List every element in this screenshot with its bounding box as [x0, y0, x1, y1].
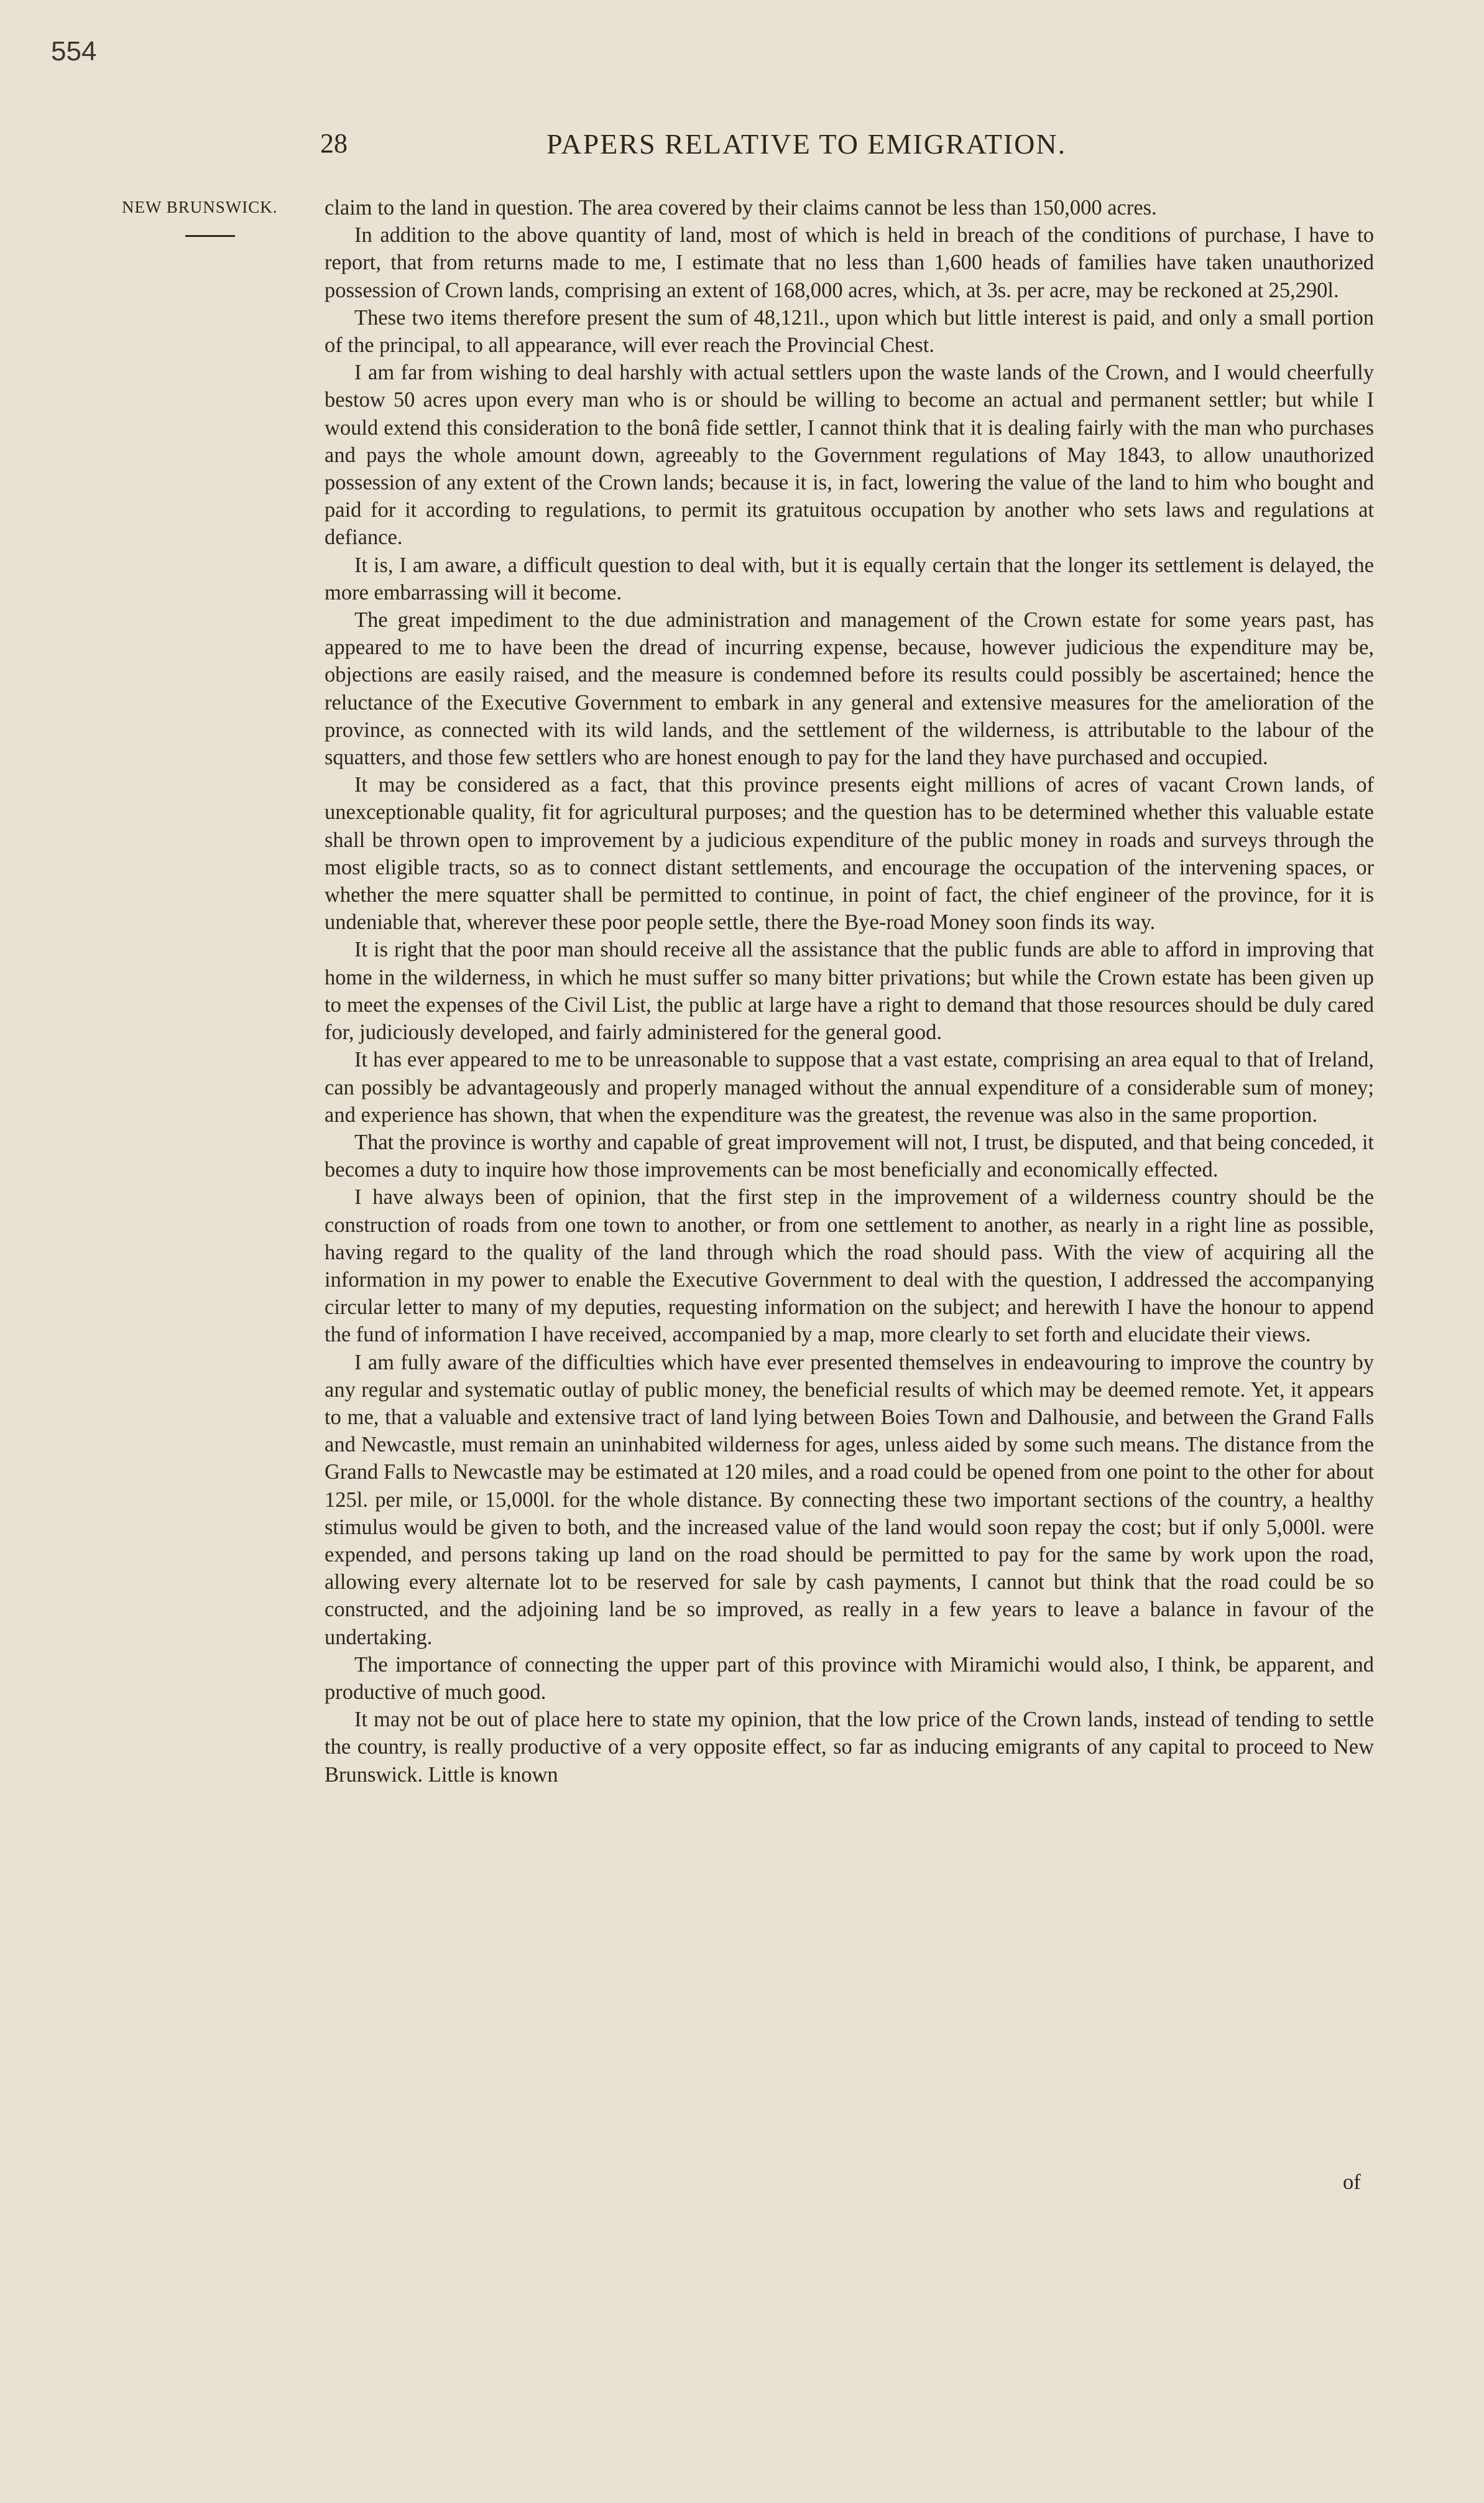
body-text [325, 194, 1374, 1788]
paragraph: It has ever appeared to me to be unreasonable to suppose that a vast estate, comprising an area equal to that of Ireland, can possibly be advantageously and properly managed without the annual expenditure of a considerable sum of money; and experience has shown, that when the expenditure was the greatest, the revenue was also in the same proportion. [325, 1048, 1374, 1127]
paragraph: I have always been of opinion, that the first step in the improvement of a wilderness country should be the construction of roads from one town to another, or from one settlement to another, as nearly in a right line as possible, having regard to the quality of the land through which the road should pass. With the view of acquiring all the information in my power to enable the Executive Government to deal with the question, I addressed the accompanying circular letter to many of my deputies, requesting information on the subject; and herewith I have the honour to append the fund of information I have received, accompanied by a map, more clearly to set forth and elucidate their views. [325, 1185, 1374, 1347]
running-head [320, 127, 1377, 165]
paragraph: claim to the land in question. The area covered by their claims cannot be less than 150,000 acres. [325, 196, 1157, 220]
margin-note-province: NEW BRUNSWICK. [122, 198, 278, 216]
paragraph: It is, I am aware, a difficult question to deal with, but it is equally certain that the longer its settlement is delayed, the more embarrassing will it become. [325, 553, 1374, 604]
paragraph: These two items therefore present the sum of 48,121l., upon which but little interest is paid, and only a small portion of the principal, to all appearance, will ever reach the Provincial Chest. [325, 305, 1374, 358]
paragraph: I am far from wishing to deal harshly with actual settlers upon the waste lands of the Crown, and I would cheerfully bestow 50 acres upon every man who is or should be willing to become an actual and permanent settler; but while I would extend this consideration to the bonâ fide settler, I cannot think that it is dealing fairly with the man who purchases and pays the whole amount down, agreeably to the Government regulations of May 1843, to allow unauthorized possession of any extent of the Crown lands; because it is, in fact, lowering the value of the land to him who bought and paid for it according to regulations, to permit its gratuitous occupation by another who sets laws and regulations at defiance. [325, 361, 1374, 550]
paragraph: It may be considered as a fact, that this province presents eight millions of acres of vacant Crown lands, of unexceptionable quality, fit for agricultural purposes; and the question has to be determined whether this valuable estate shall be thrown open to improvement by a judicious expenditure of the public money in roads and surveys through the most eligible tracts, so as to connect distant settlements, and encourage the occupation of the intervening spaces, or whether the mere squatter shall be permitted to continue, in point of fact, the chief engineer of the province, for it is undeniable that, wherever these poor people settle, there the Bye-road Money soon finds its way. [325, 773, 1374, 935]
paragraph: That the province is worthy and capable of great improvement will not, I trust, be disputed, and that being conceded, it becomes a duty to inquire how those improvements can be most beneficially and economically effected. [325, 1130, 1374, 1182]
page-title: PAPERS RELATIVE TO EMIGRATION. [546, 128, 1067, 160]
paragraph: It is right that the poor man should receive all the assistance that the public funds are able to afford in improving that home in the wilderness, in which he must suffer so many bitter privations; but while the Crown estate has been given up to meet the expenses of the Civil List, the public at large have a right to demand that those resources should be duly cared for, judiciously developed, and fairly administered for the general good. [325, 938, 1374, 1045]
page-number: 28 [320, 128, 348, 159]
paragraph: I am fully aware of the difficulties which have ever presented themselves in endeavouring to improve the country by any regular and systematic outlay of public money, the beneficial results of which may be deemed remote. Yet, it appears to me, that a valuable and extensive tract of land lying between Boies Town and Dalhousie, and between the Grand Falls and Newcastle, must remain an uninhabited wilderness for ages, unless aided by some such means. The distance from the Grand Falls to Newcastle may be estimated at 120 miles, and a road could be opened from one point to the other for about 125l. per mile, or 15,000l. for the whole distance. By connecting these two important sections of the country, a healthy stimulus would be given to both, and the increased value of the land would soon repay the cost; but if only 5,000l. were expended, and persons taking up land on the road should be permitted to pay for the same by work upon the road, allowing every alternate lot to be reserved for sale by cash payments, I cannot but think that the road could be so constructed, and the adjoining land be so improved, as really in a few years to leave a balance in favour of the undertaking. [325, 1350, 1374, 1649]
catchword: of [1343, 2170, 1361, 2194]
paragraph: The great impediment to the due administration and management of the Crown estate for some years past, has appeared to me to have been the dread of incurring expense, because, however judicious the expenditure may be, objections are easily raised, and the measure is condemned before its results could possibly be ascertained; hence the reluctance of the Executive Government to embark in any general and extensive measures for the amelioration of the province, as connected with its wild lands, and the settlement of the wilderness, is attributable to the labour of the squatters, and those few settlers who are honest enough to pay for the land they have purchased and occupied. [325, 608, 1374, 770]
paragraph: The importance of connecting the upper part of this province with Miramichi would also, I think, be apparent, and productive of much good. [325, 1652, 1374, 1704]
margin-divider [185, 235, 235, 237]
paragraph: It may not be out of place here to state my opinion, that the low price of the Crown lands, instead of tending to settle the country, is really productive of a very opposite effect, so far as inducing emigrants of any capital to proceed to New Brunswick. Little is known [325, 1708, 1374, 1787]
paragraph: In addition to the above quantity of land, most of which is held in breach of the conditions of purchase, I have to report, that from returns made to me, I estimate that no less than 1,600 heads of families have taken unauthorized possession of Crown lands, comprising an extent of 168,000 acres, which, at 3s. per acre, may be reckoned at 25,290l. [325, 223, 1374, 302]
stamp-page-number: 554 [51, 36, 97, 67]
